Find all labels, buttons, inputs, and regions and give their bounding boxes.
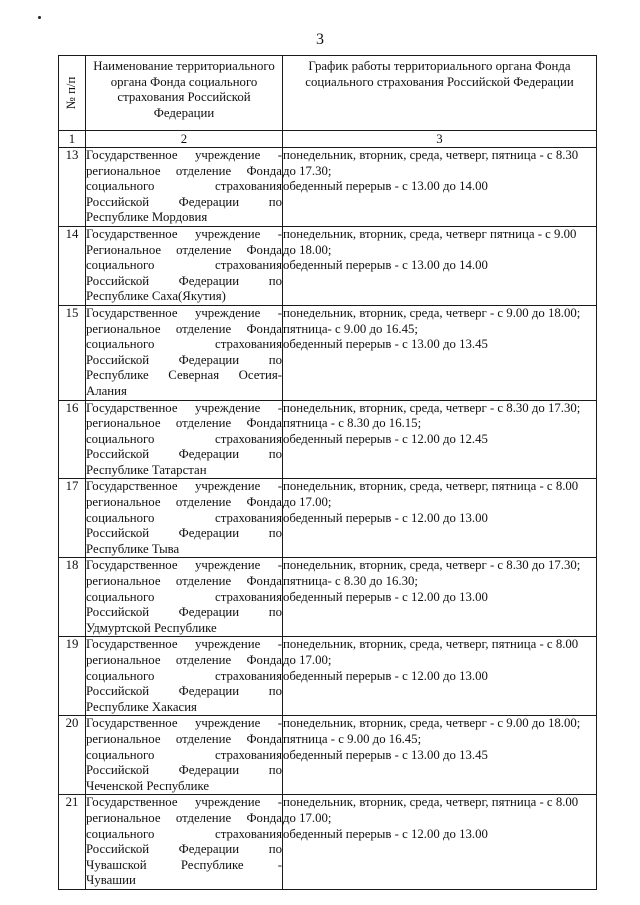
table-row (59, 716, 597, 795)
work-schedule-line: до 18.00; (283, 242, 332, 257)
organization-name-line: региональное отделение Фонда (86, 653, 282, 667)
work-schedule (283, 479, 597, 558)
work-schedule (283, 558, 597, 637)
header-index-cell (59, 56, 86, 131)
organization-name-line: Российской Федерации по (86, 194, 282, 209)
work-schedule-line: до 17.00; (283, 495, 332, 510)
organization-name-line: Государственное учреждение - (86, 479, 282, 494)
table-row (59, 148, 597, 227)
work-schedule-line: понедельник, вторник, среда, четверг, пятница - с 8.00 (283, 795, 579, 810)
work-schedule-line: обеденный перерыв - с 12.00 до 13.00 (283, 510, 488, 525)
organization-name-line: Государственное учреждение - (86, 795, 282, 810)
work-schedule-line: понедельник, вторник, среда, четверг, пятница - с 8.30 (283, 148, 579, 162)
organization-name (86, 795, 283, 890)
table-row (59, 795, 597, 890)
work-schedule-line: понедельник, вторник, среда, четверг, пятница - с 8.00 (283, 637, 579, 652)
table-row (59, 479, 597, 558)
organization-name-line: Чувашии (86, 873, 136, 888)
work-schedule (283, 716, 597, 795)
organization-name-line: Государственное учреждение - (86, 226, 282, 241)
scan-speck (38, 16, 41, 19)
work-schedule-line: обеденный перерыв - с 12.00 до 12.45 (283, 431, 488, 446)
work-schedule-line: понедельник, вторник, среда, четверг - с 8.30 до 17.30; (283, 558, 581, 573)
page-number: 3 (316, 31, 324, 48)
row-number: 19 (59, 637, 86, 716)
row-number: 20 (59, 716, 86, 795)
organization-name-line: социального страхования (86, 668, 282, 683)
organization-name (86, 400, 283, 479)
organization-name (86, 716, 283, 795)
organization-name (86, 479, 283, 558)
header-schedule-label: График работы территориального органа Фонда социального страхования Российской Федерации (305, 59, 574, 89)
schedule-table (58, 55, 597, 890)
work-schedule (283, 637, 597, 716)
row-number: 15 (59, 305, 86, 400)
work-schedule-line: обеденный перерыв - с 13.00 до 14.00 (283, 179, 488, 194)
organization-name-line: Государственное учреждение - (86, 400, 282, 415)
work-schedule-line: понедельник, вторник, среда, четверг - с 9.00 до 18.00; (283, 305, 581, 320)
work-schedule (283, 795, 597, 890)
organization-name-line: Российской Федерации по (86, 352, 282, 367)
header-index-label: № п/п (64, 76, 79, 110)
organization-name (86, 558, 283, 637)
organization-name-line: социального страхования (86, 337, 282, 352)
column-number: 3 (283, 131, 597, 148)
organization-name-line: Российской Федерации по (86, 273, 282, 288)
organization-name (86, 637, 283, 716)
table-row (59, 637, 597, 716)
organization-name-line: Государственное учреждение - (86, 148, 282, 162)
header-schedule-cell (283, 56, 597, 131)
organization-name-line: Удмуртской Республике (86, 620, 217, 635)
work-schedule-line: пятница - с 8.30 до 16.15; (283, 416, 422, 431)
organization-name (86, 226, 283, 305)
organization-name-line: Российской Федерации по (86, 684, 282, 699)
organization-name-line: региональное отделение Фонда (86, 731, 282, 746)
organization-name-line: Алания (86, 383, 127, 398)
organization-name-line: Региональное отделение Фонда (86, 242, 282, 257)
organization-name-line: Государственное учреждение - (86, 305, 282, 320)
work-schedule-line: обеденный перерыв - с 12.00 до 13.00 (283, 668, 488, 683)
work-schedule-line: до 17.30; (283, 163, 332, 178)
work-schedule-line: до 17.00; (283, 810, 332, 825)
organization-name-line: Чеченской Республике (86, 778, 210, 793)
organization-name-line: Республике Мордовия (86, 210, 208, 225)
organization-name-line: Республике Северная Осетия- (86, 368, 282, 383)
column-number: 2 (86, 131, 283, 148)
work-schedule-line: обеденный перерыв - с 12.00 до 13.00 (283, 589, 488, 604)
organization-name-line: Чувашской Республике - (86, 857, 282, 872)
organization-name-line: Российской Федерации по (86, 605, 282, 620)
organization-name-line: региональное отделение Фонда (86, 321, 282, 336)
organization-name-line: региональное отделение Фонда (86, 163, 282, 178)
table-body (59, 148, 597, 890)
organization-name-line: социального страхования (86, 179, 282, 194)
organization-name-line: Республике Саха(Якутия) (86, 289, 226, 304)
organization-name-line: Российской Федерации по (86, 842, 282, 857)
row-number: 17 (59, 479, 86, 558)
work-schedule-line: обеденный перерыв - с 13.00 до 14.00 (283, 258, 488, 273)
organization-name-line: Республике Хакасия (86, 699, 197, 714)
column-number: 1 (59, 131, 86, 148)
organization-name-line: социального страхования (86, 431, 282, 446)
work-schedule-line: обеденный перерыв - с 13.00 до 13.45 (283, 747, 488, 762)
organization-name-line: Российской Федерации по (86, 526, 282, 541)
organization-name-line: социального страхования (86, 747, 282, 762)
organization-name (86, 148, 283, 227)
work-schedule-line: понедельник, вторник, среда, четверг - с 9.00 до 18.00; (283, 716, 581, 731)
work-schedule-line: пятница- с 9.00 до 16.45; (283, 321, 418, 336)
work-schedule-line: понедельник, вторник, среда, четверг пятница - с 9.00 (283, 226, 577, 241)
organization-name-line: Государственное учреждение - (86, 637, 282, 652)
table-row (59, 305, 597, 400)
work-schedule (283, 148, 597, 227)
row-number: 18 (59, 558, 86, 637)
organization-name-line: Российской Федерации по (86, 763, 282, 778)
organization-name-line: региональное отделение Фонда (86, 416, 282, 431)
work-schedule-line: обеденный перерыв - с 13.00 до 13.45 (283, 337, 488, 352)
row-number: 21 (59, 795, 86, 890)
work-schedule-line: пятница- с 8.30 до 16.30; (283, 574, 418, 589)
work-schedule-line: понедельник, вторник, среда, четверг, пятница - с 8.00 (283, 479, 579, 494)
organization-name-line: Российской Федерации по (86, 447, 282, 462)
organization-name-line: социального страхования (86, 589, 282, 604)
organization-name-line: Государственное учреждение - (86, 558, 282, 573)
organization-name-line: социального страхования (86, 510, 282, 525)
organization-name-line: Республике Татарстан (86, 462, 207, 477)
work-schedule (283, 400, 597, 479)
header-name-cell (86, 56, 283, 131)
table-header-row (59, 56, 597, 131)
organization-name-line: Государственное учреждение - (86, 716, 282, 731)
work-schedule (283, 226, 597, 305)
row-number: 16 (59, 400, 86, 479)
organization-name-line: региональное отделение Фонда (86, 495, 282, 510)
organization-name-line: региональное отделение Фонда (86, 810, 282, 825)
table-row (59, 558, 597, 637)
work-schedule-line: пятница - с 9.00 до 16.45; (283, 731, 422, 746)
organization-name-line: социального страхования (86, 258, 282, 273)
organization-name-line: региональное отделение Фонда (86, 574, 282, 589)
header-name-label: Наименование территориального органа Фонда социального страхования Российской Федерации (93, 59, 275, 120)
organization-name-line: Республике Тыва (86, 541, 180, 556)
work-schedule-line: понедельник, вторник, среда, четверг - с 8.30 до 17.30; (283, 400, 581, 415)
organization-name (86, 305, 283, 400)
table-row (59, 400, 597, 479)
column-number-row (59, 131, 597, 148)
work-schedule-line: до 17.00; (283, 653, 332, 667)
row-number: 14 (59, 226, 86, 305)
table-row (59, 226, 597, 305)
organization-name-line: социального страхования (86, 826, 282, 841)
row-number: 13 (59, 148, 86, 227)
work-schedule (283, 305, 597, 400)
work-schedule-line: обеденный перерыв - с 12.00 до 13.00 (283, 826, 488, 841)
